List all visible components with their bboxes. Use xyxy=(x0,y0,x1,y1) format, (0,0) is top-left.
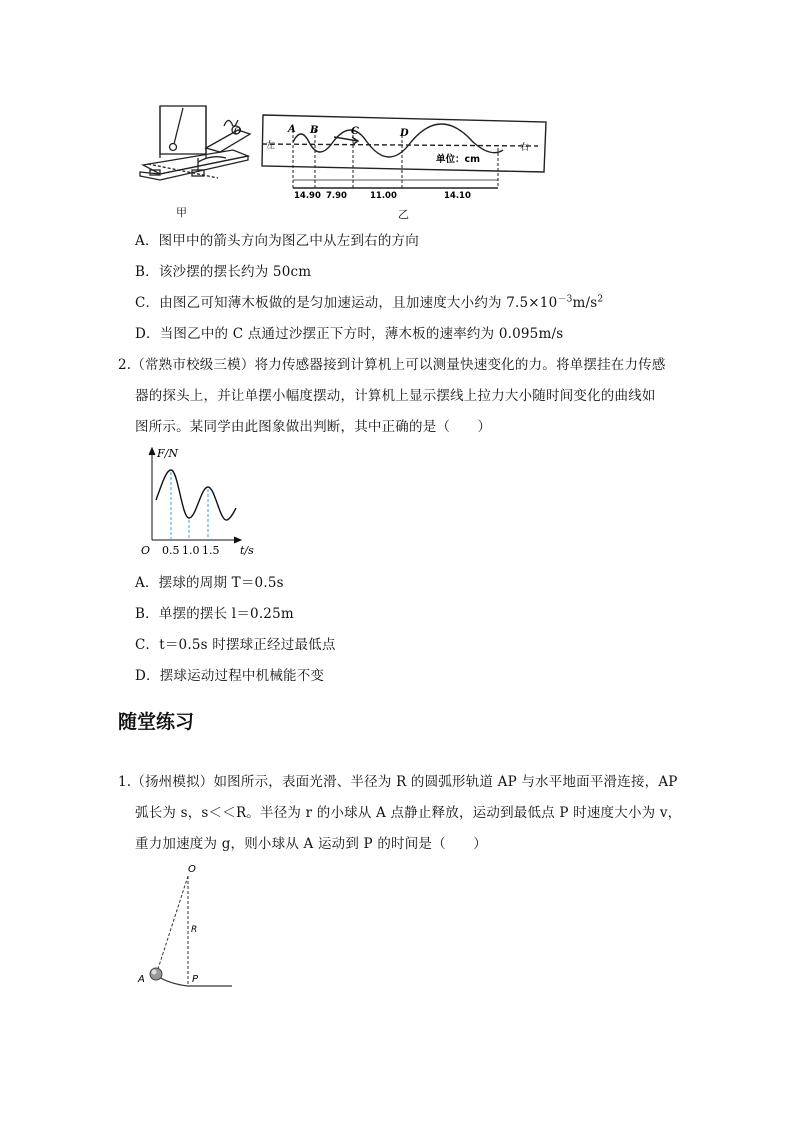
point-a: A xyxy=(288,124,296,135)
point-d: D xyxy=(400,128,409,139)
q1-option-b: B．该沙摆的摆长约为 50cm xyxy=(135,264,312,280)
radius-r: R xyxy=(191,925,198,935)
dim-2: 7.90 xyxy=(326,191,347,201)
q1-option-c-exp: －3 xyxy=(557,294,573,305)
section-title: 随堂练习 xyxy=(118,711,195,733)
point-a: A xyxy=(138,974,145,985)
arc-track-drawing xyxy=(130,862,240,996)
o-label: O xyxy=(234,127,242,137)
tick-1-5: 1.5 xyxy=(202,544,220,557)
q1-option-c-unit-exp: 2 xyxy=(597,294,604,305)
point-c: C xyxy=(351,126,359,137)
caption-yi: 乙 xyxy=(398,208,409,221)
point-o: O xyxy=(188,864,196,875)
left-label: 左 xyxy=(266,141,276,151)
origin-label: O xyxy=(141,544,151,557)
q2-stem-line1: 2.（常熟市校级三模）将力传感器接到计算机上可以测量快速变化的力。将单摆挂在力传感 xyxy=(118,357,666,373)
sand-pendulum-drawing xyxy=(138,100,548,220)
y-axis-label: F/N xyxy=(157,447,178,460)
q1-option-a: A．图甲中的箭头方向为图乙中从左到右的方向 xyxy=(135,233,419,249)
q2-stem-line3: 图所示。某同学由此图象做出判断，其中正确的是（ ） xyxy=(135,419,492,435)
caption-jia: 甲 xyxy=(176,206,187,219)
q2-option-a: A．摆球的周期 T＝0.5s xyxy=(135,575,284,591)
q2-option-d: D．摆球运动过程中机械能不变 xyxy=(135,668,325,684)
q2-option-c: C．t＝0.5s 时摆球正经过最低点 xyxy=(135,637,336,653)
tick-1-0: 1.0 xyxy=(182,544,200,557)
q2-option-b: B．单摆的摆长 l＝0.25m xyxy=(135,606,294,622)
point-b: B xyxy=(310,125,319,136)
dim-1: 14.90 xyxy=(294,191,321,201)
x-axis-label: t/s xyxy=(240,544,254,557)
tick-0-5: 0.5 xyxy=(162,544,180,557)
point-p: P xyxy=(192,974,199,985)
dim-4: 14.10 xyxy=(444,191,471,201)
dim-3: 11.00 xyxy=(370,191,397,201)
q3-stem-line2: 弧长为 s，s＜＜R。半径为 r 的小球从 A 点静止释放，运动到最低点 P 时速度大小为 v， xyxy=(135,805,682,821)
force-time-graph xyxy=(138,444,258,560)
figure-sand-pendulum xyxy=(138,100,548,220)
q1-option-c-unit: m/s xyxy=(572,295,598,311)
arc-track-figure xyxy=(130,862,240,996)
q1-option-c xyxy=(135,291,603,311)
right-label: 右 xyxy=(520,143,530,153)
q2-stem-line2: 器的探头上，并让单摆小幅度摆动，计算机上显示摆线上拉力大小随时间变化的曲线如 xyxy=(135,388,656,404)
q3-stem-line1: 1.（扬州模拟）如图所示，表面光滑、半径为 R 的圆弧形轨道 AP 与水平地面平滑连接，AP xyxy=(118,774,678,790)
q3-stem-line3: 重力加速度为 g，则小球从 A 运动到 P 的时间是（ ） xyxy=(135,836,487,852)
q1-option-c-text: C．由图乙可知薄木板做的是匀加速运动，且加速度大小约为 7.5×10 xyxy=(135,295,558,311)
q1-option-d: D．当图乙中的 C 点通过沙摆正下方时，薄木板的速率约为 0.095m/s xyxy=(135,326,564,342)
unit-label: 单位：cm xyxy=(436,154,481,165)
force-time-graph-drawing xyxy=(138,444,258,560)
